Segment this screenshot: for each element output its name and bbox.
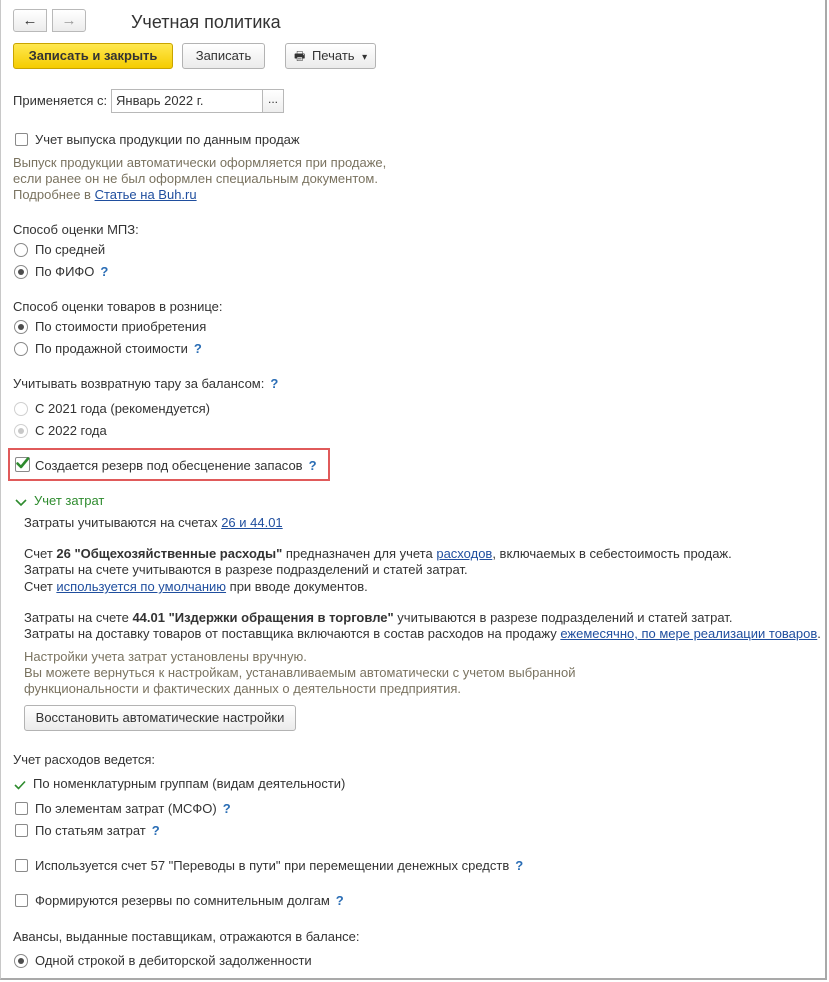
production-hint-more — [13, 187, 197, 203]
printer-icon: 🖶 — [294, 49, 306, 63]
costs-accounts-text: Затраты учитываются на счетах — [24, 515, 222, 530]
period-input[interactable]: Январь 2022 г. — [111, 89, 263, 113]
expenses-item-elements — [35, 801, 231, 817]
costs-p1 — [24, 546, 732, 562]
retail-option-sale-label: По продажной стоимости — [35, 341, 188, 356]
back-button[interactable] — [13, 9, 47, 32]
costs-p1-account: 26 "Общехозяйственные расходы" — [56, 546, 283, 561]
chevron-down-icon: ▾ — [362, 52, 368, 63]
tara-help-icon[interactable]: ? — [270, 376, 279, 391]
expenses-item-articles-label: По статьям затрат — [35, 823, 146, 838]
account57-checkbox[interactable] — [15, 859, 28, 872]
costs-p4 — [24, 610, 732, 626]
advances-radio-single-line[interactable] — [14, 954, 28, 968]
expenses-articles-help-icon[interactable]: ? — [151, 823, 160, 838]
costs-p1-d: , включаемых в себестоимость продаж. — [492, 546, 732, 561]
accounts-link[interactable]: 26 и 44.01 — [221, 515, 283, 530]
production-hint-more-text: Подробнее в — [13, 187, 95, 202]
checkmark-icon — [15, 456, 30, 471]
reserve-label-text: Создается резерв под обесценение запасов — [35, 458, 303, 473]
account57-label-text: Используется счет 57 "Переводы в пути" при перемещении денежных средств — [35, 858, 510, 873]
account57-label — [35, 858, 523, 874]
costs-p4-c: учитываются в разрезе подразделений и статей затрат. — [393, 610, 733, 625]
mpz-label: Способ оценки МПЗ: — [13, 222, 139, 237]
arrow-left-icon: ← — [22, 12, 38, 29]
tara-label-text: Учитывать возвратную тару за балансом: — [13, 376, 265, 391]
costs-p4-a: Затраты на счете — [24, 610, 133, 625]
costs-p3-b: при вводе документов. — [226, 579, 368, 594]
restore-settings-button[interactable]: Восстановить автоматические настройки — [24, 705, 296, 731]
costs-p5 — [24, 626, 821, 642]
save-and-close-button[interactable]: Записать и закрыть — [13, 43, 173, 69]
production-checkbox-label: Учет выпуска продукции по данным продаж — [35, 132, 300, 147]
expenses-item-articles — [35, 823, 160, 839]
costs-p2: Затраты на счете учитываются в разрезе подразделений и статей затрат. — [24, 562, 468, 577]
tara-radio-2022[interactable] — [14, 424, 28, 438]
retail-radio-sale[interactable] — [14, 342, 28, 356]
chevron-down-icon[interactable] — [15, 496, 27, 511]
expenses-elements-help-icon[interactable]: ? — [222, 801, 231, 816]
production-hint-line2: если ранее он не был оформлен специальным документом. — [13, 171, 378, 186]
costs-p4-account: 44.01 "Издержки обращения в торговле" — [132, 610, 394, 625]
tara-option-2022: С 2022 года — [35, 423, 107, 438]
costs-p3-a: Счет — [24, 579, 57, 594]
expenses-label: Учет расходов ведется: — [13, 752, 156, 767]
reserve-help-icon[interactable]: ? — [308, 458, 317, 473]
expenses-link[interactable]: расходов — [436, 546, 493, 561]
print-button[interactable] — [285, 43, 376, 69]
account57-help-icon[interactable]: ? — [515, 858, 524, 873]
checkmark-icon — [14, 778, 26, 793]
page-title: Учетная политика — [131, 12, 281, 32]
doubtful-checkbox[interactable] — [15, 894, 28, 907]
production-checkbox[interactable] — [15, 133, 28, 146]
mpz-radio-average[interactable] — [14, 243, 28, 257]
costs-p1-c: предназначен для учета — [282, 546, 437, 561]
save-button[interactable]: Записать — [182, 43, 265, 69]
retail-radio-purchase[interactable] — [14, 320, 28, 334]
period-label: Применяется с: — [13, 93, 108, 108]
doubtful-label-text: Формируются резервы по сомнительным долгам — [35, 893, 330, 908]
expenses-item-elements-label: По элементам затрат (МСФО) — [35, 801, 217, 816]
production-hint-line1: Выпуск продукции автоматически оформляется при продаже, — [13, 155, 387, 170]
costs-note1: Настройки учета затрат установлены вручную. — [24, 649, 307, 664]
mpz-option-average: По средней — [35, 242, 106, 257]
advances-label: Авансы, выданные поставщикам, отражаются в балансе: — [13, 929, 360, 944]
mpz-radio-fifo[interactable] — [14, 265, 28, 279]
mpz-option-fifo — [35, 264, 108, 280]
period-select-button[interactable]: ... — [262, 89, 284, 113]
retail-option-sale — [35, 341, 202, 357]
costs-p5-b: . — [817, 626, 821, 641]
monthly-link[interactable]: ежемесячно, по мере реализации товаров — [560, 626, 818, 641]
costs-p3 — [24, 579, 368, 595]
reserve-checkbox[interactable] — [15, 457, 30, 472]
mpz-help-icon[interactable]: ? — [100, 264, 109, 279]
expenses-elements-checkbox[interactable] — [15, 802, 28, 815]
costs-accounts-line — [24, 515, 283, 531]
buh-article-link[interactable]: Статье на Buh.ru — [94, 187, 197, 202]
default-usage-link[interactable]: используется по умолчанию — [56, 579, 227, 594]
advances-option-single-line: Одной строкой в дебиторской задолженности — [35, 953, 312, 968]
forward-button[interactable] — [52, 9, 86, 32]
costs-note3: функциональности и фактических данных о деятельности предприятия. — [24, 681, 462, 696]
tara-label — [13, 376, 278, 392]
doubtful-help-icon[interactable]: ? — [335, 893, 344, 908]
mpz-option-fifo-label: По ФИФО — [35, 264, 95, 279]
costs-p1-a: Счет — [24, 546, 57, 561]
retail-help-icon[interactable]: ? — [193, 341, 202, 356]
expenses-item-groups: По номенклатурным группам (видам деятельности) — [33, 776, 346, 791]
costs-p5-a: Затраты на доставку товаров от поставщика включаются в состав расходов на продажу — [24, 626, 561, 641]
print-label: Печать — [311, 48, 355, 63]
expenses-articles-checkbox[interactable] — [15, 824, 28, 837]
reserve-label — [35, 458, 317, 474]
tara-radio-2021[interactable] — [14, 402, 28, 416]
doubtful-label — [35, 893, 344, 909]
retail-option-purchase: По стоимости приобретения — [35, 319, 207, 334]
costs-note2: Вы можете вернуться к настройкам, устанавливаемым автоматически с учетом выбранной — [24, 665, 576, 680]
costs-section-title[interactable]: Учет затрат — [34, 493, 105, 508]
tara-option-2021: С 2021 года (рекомендуется) — [35, 401, 210, 416]
arrow-right-icon: → — [61, 12, 77, 29]
retail-label: Способ оценки товаров в рознице: — [13, 299, 223, 314]
